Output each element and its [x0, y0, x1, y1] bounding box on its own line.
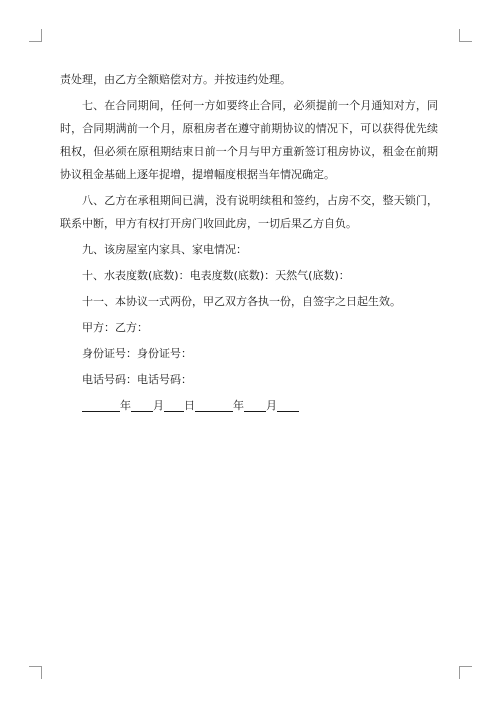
document-body [60, 68, 438, 420]
label-day-1: 日 [184, 399, 195, 412]
paragraph-clause-8: 八、乙方在承租期间已满，没有说明续租和签约，占房不交，整天锁门，联系中断，甲方有权打开房门收回此房，一切后果乙方自负。 [60, 194, 438, 230]
crop-mark-bottom-right [459, 666, 472, 679]
blank-month-2[interactable] [244, 397, 266, 412]
date-line [60, 394, 438, 417]
label-month-1: 月 [153, 399, 164, 412]
paragraph-clause-7: 七、在合同期间，任何一方如要终止合同，必须提前一个月通知对方，同时，合同期满前一个月，原租房者在遵守前期协议的情况下，可以获得优先续租权，但必须在原租期结束日前一个月与甲方重新签订租房协议，租金在前期协议租金基础上逐年捉增，提增幅度根据当年情况确定。 [60, 99, 438, 181]
blank-year-1[interactable] [82, 397, 120, 412]
label-year-2: 年 [233, 399, 244, 412]
label-month-2: 月 [266, 399, 277, 412]
paragraph-clause-9: 九、该房屋室内家具、家电情况： [82, 243, 247, 256]
blank-day-2[interactable] [277, 397, 299, 412]
paragraph-clause-11: 十一、本协议一式两份，甲乙双方各执一份，自签字之日起生效。 [82, 295, 401, 308]
id-number-line: 身份证号：身份证号： [82, 347, 192, 360]
blank-day-1[interactable] [164, 397, 184, 412]
crop-mark-bottom-left [29, 666, 42, 679]
signature-parties: 甲方：乙方： [82, 321, 148, 334]
paragraph-continuation: 责处理，由乙方全额赔偿对方。并按违约处理。 [60, 73, 291, 86]
blank-year-2[interactable] [195, 397, 233, 412]
phone-number-line: 电话号码：电话号码： [82, 373, 192, 386]
label-year-1: 年 [120, 399, 131, 412]
blank-month-1[interactable] [131, 397, 153, 412]
crop-mark-top-left [29, 29, 42, 42]
crop-mark-top-right [459, 29, 472, 42]
paragraph-clause-10: 十、水表度数(底数)：电表度数(底数)：天然气(底数)： [82, 269, 350, 282]
